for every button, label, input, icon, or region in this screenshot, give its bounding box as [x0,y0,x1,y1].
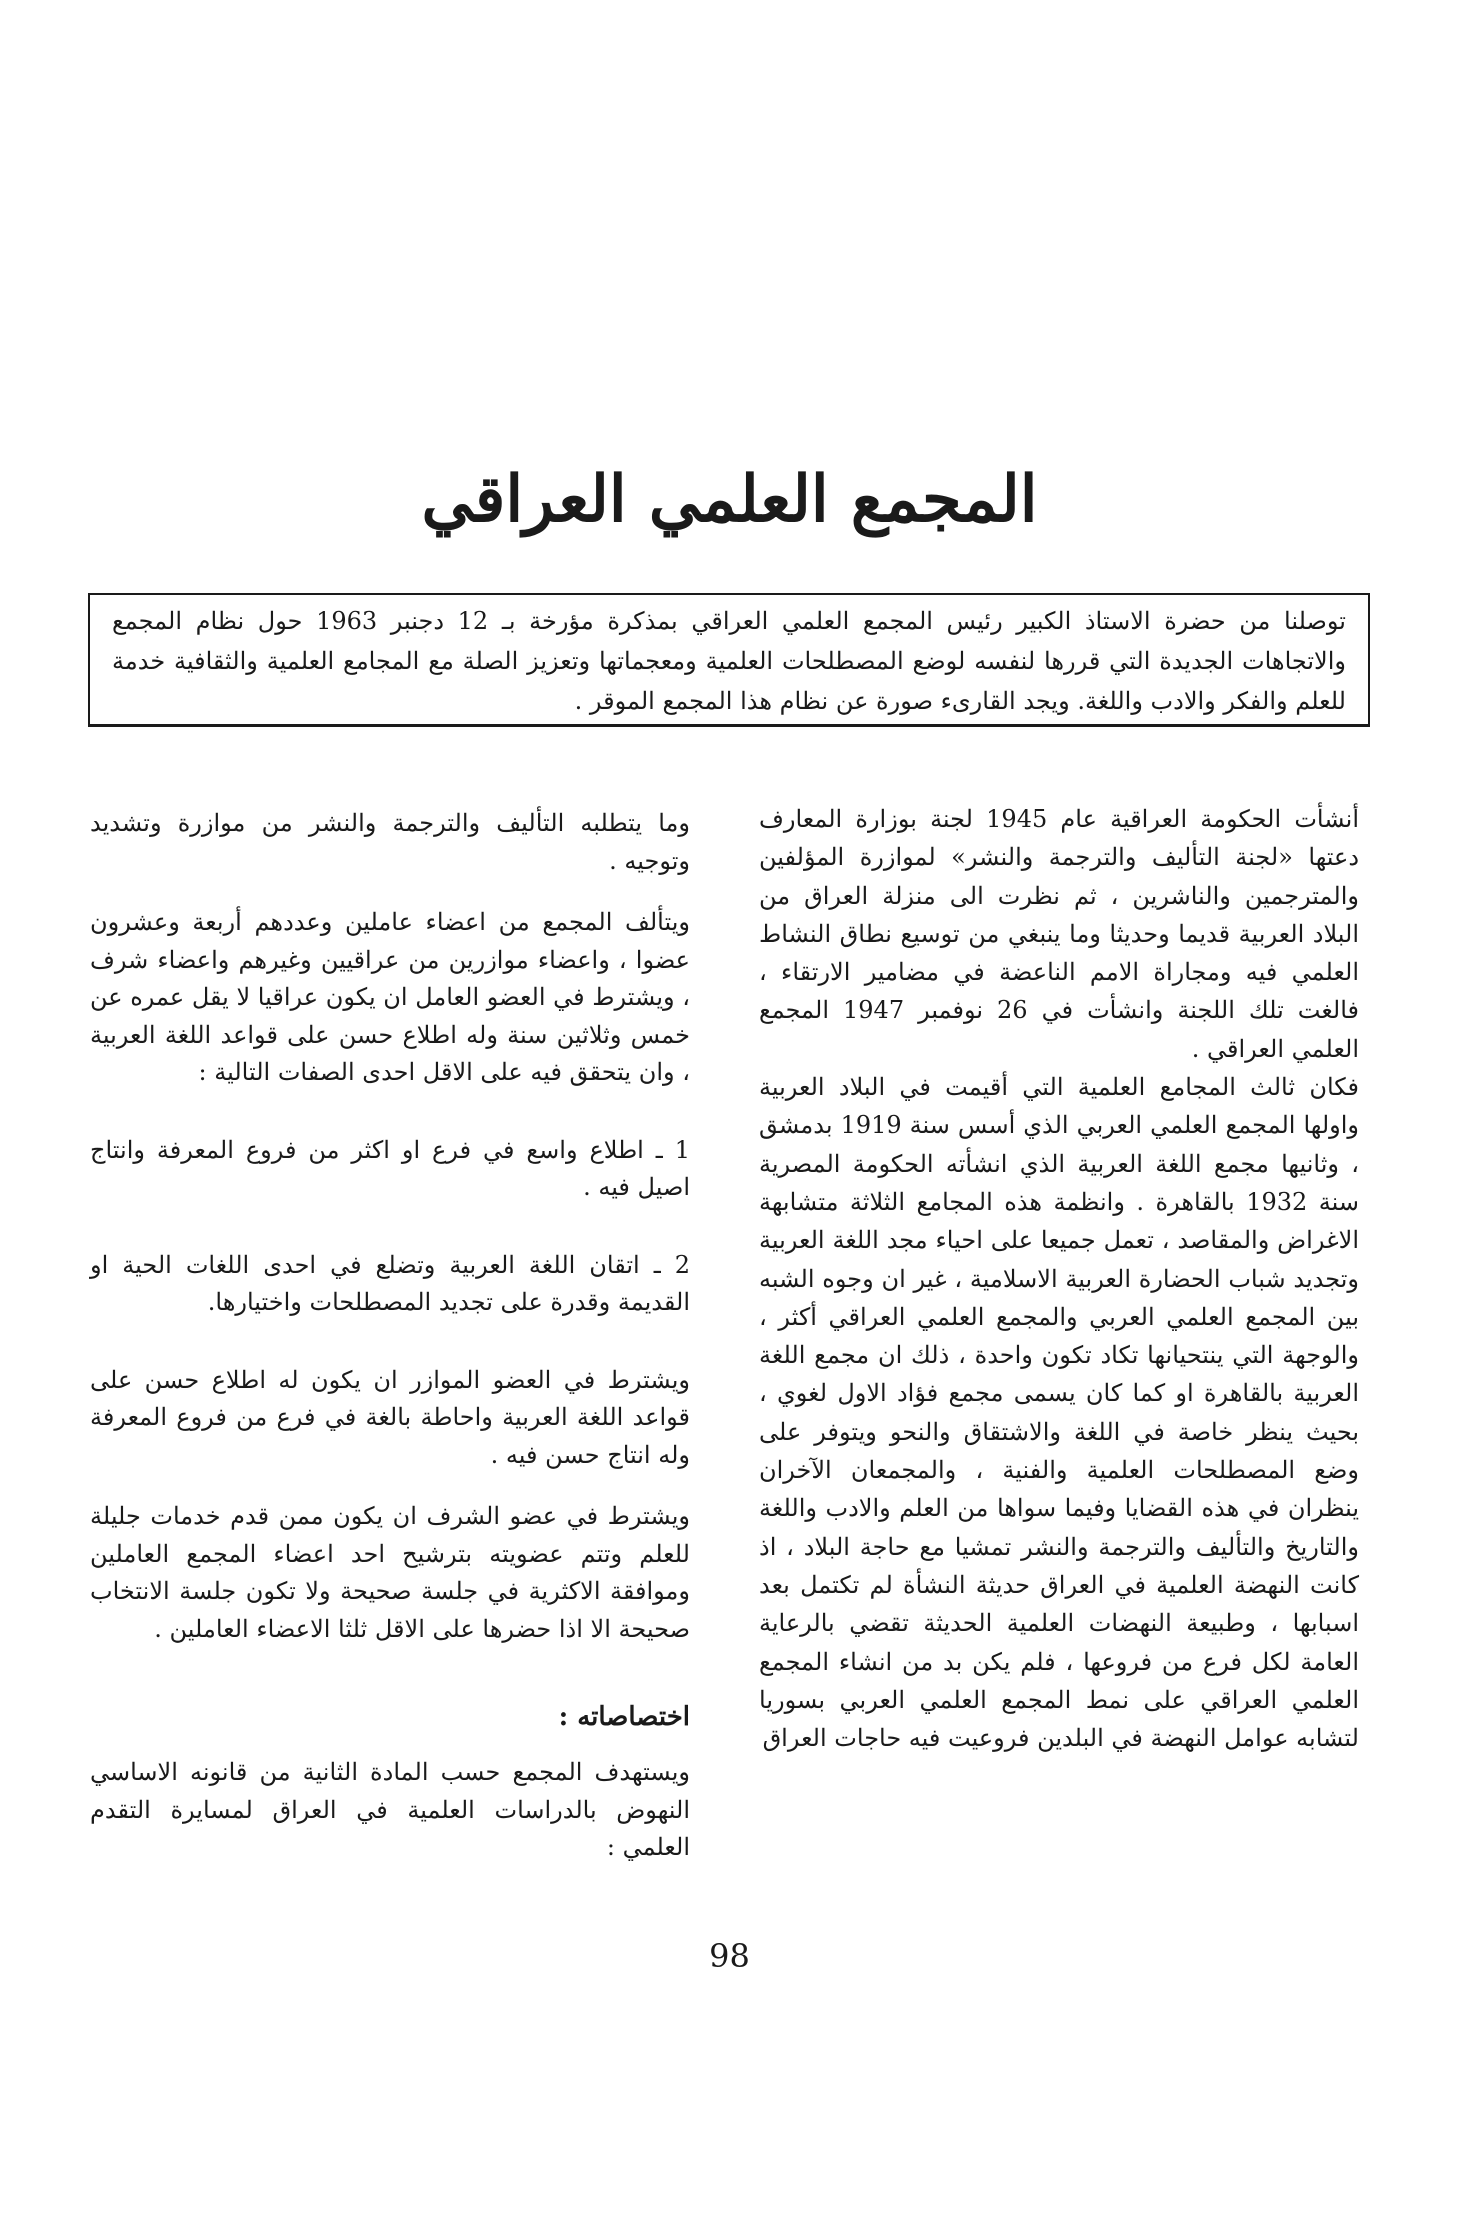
list-item: 1 ـ اطلاع واسع في فرع او اكثر من فروع المعرفة وانتاج اصيل فيه . [90,1135,690,1201]
paragraph: ويشترط في العضو الموازر ان يكون له اطلاع حسن على قواعد اللغة العربية واحاطة بالغة في فرع من فروع المعرفة وله انتاج حسن فيه . [90,1365,690,1469]
right-column [759,800,1359,1757]
paragraph: أنشأت الحكومة العراقية عام 1945 لجنة بوزارة المعارف دعتها «لجنة التأليف والترجمة والنشر» لموازرة المؤلفين والمترجمين والناشرين ، ثم نظرت الى منزلة العراق من البلاد العربية قديما وحديثا وما ينبغي من توسيع نطاق النشاط العلمي فيه ومجاراة الامم الناعضة في مضامير الارتقاء ، فالغت تلك اللجنة وانشأت في 26 نوفمبر 1947 المجمع العلمي العراقي . [759,805,1359,1063]
page-title: المجمع العلمي العراقي [421,462,1038,537]
intro-paragraph: توصلنا من حضرة الاستاذ الكبير رئيس المجمع العلمي العراقي بمذكرة مؤرخة بـ 12 دجنبر 1963 حول نظام المجمع والاتجاهات الجديدة التي قررها لنفسه لوضع المصطلحات العلمية ومعجماتها وتعزيز الصلة مع المجامع العلمية والثقافية خدمة للعلم والفكر والادب واللغة. ويجد القارىء صورة عن نظام هذا المجمع الموقر . [112,607,1346,715]
paragraph: فكان ثالث المجامع العلمية التي أقيمت في البلاد العربية واولها المجمع العلمي العربي الذي أسس سنة 1919 بدمشق ، وثانيها مجمع اللغة العربية الذي انشأته الحكومة المصرية سنة 1932 بالقاهرة . وانظمة هذه المجامع الثلاثة متشابهة الاغراض والمقاصد ، تعمل جميعا على احياء مجد اللغة العربية وتجديد شباب الحضارة العربية الاسلامية ، غير ان وجوه الشبه بين المجمع العلمي العربي والمجمع العلمي العراقي أكثر ، والوجهة التي ينتحيانها تكاد تكون واحدة ، ذلك ان مجمع اللغة العربية بالقاهرة او كما كان يسمى مجمع فؤاد الاول لغوي ، بحيث ينظر خاصة في اللغة والاشتقاق والنحو ويتوفر على وضع المصطلحات العلمية والفنية ، والمجمعان الآخران ينظران في هذه القضايا وفيما سواها من العلم والادب واللغة والتاريخ والتأليف والترجمة والنشر تمشيا مع حاجة البلاد ، اذ كانت النهضة العلمية في العراق حديثة النشأة لم تكتمل بعد اسبابها ، وطبيعة النهضات العلمية الحديثة تقضي بالرعاية العامة لكل فرع من فروعها ، فلم يكن بد من انشاء المجمع العلمي العراقي على نمط المجمع العلمي العربي بسوريا لتشابه عوامل النهضة في البلدين فروعيت فيه حاجات العراق [759,1073,1359,1753]
left-column [90,805,690,1867]
paragraph: ويشترط في عضو الشرف ان يكون ممن قدم خدمات جليلة للعلم وتتم عضويته بترشيح احد اعضاء المجمع العاملين وموافقة الاكثرية في جلسة صحيحة ولا تكون جلسة الانتخاب صحيحة الا اذا حضرها على الاقل ثلثا الاعضاء العاملين . [90,1502,690,1643]
paragraph: ويتألف المجمع من اعضاء عاملين وعددهم أربعة وعشرون عضوا ، واعضاء موازرين من عراقيين وغيرهم واعضاء شرف ، ويشترط في العضو العامل ان يكون عراقيا لا يقل عمره عن خمس وثلاثين سنة وله اطلاع حسن على قواعد اللغة العربية ، وان يتحقق فيه على الاقل احدى الصفات التالية : [90,908,690,1086]
section-heading: اختصاصاته : [558,1702,690,1732]
paragraph: ويستهدف المجمع حسب المادة الثانية من قانونه الاساسي النهوض بالدراسات العلمية في العراق لمسايرة التقدم العلمي : [90,1758,690,1861]
paragraph: وما يتطلبه التأليف والترجمة والنشر من موازرة وتشديد وتوجيه . [90,809,690,875]
intro-box [88,593,1370,727]
list-item: 2 ـ اتقان اللغة العربية وتضلع في احدى اللغات الحية او القديمة وقدرة على تجديد المصطلحات واختيارها. [90,1250,690,1316]
page-number: 98 [709,1937,750,1975]
